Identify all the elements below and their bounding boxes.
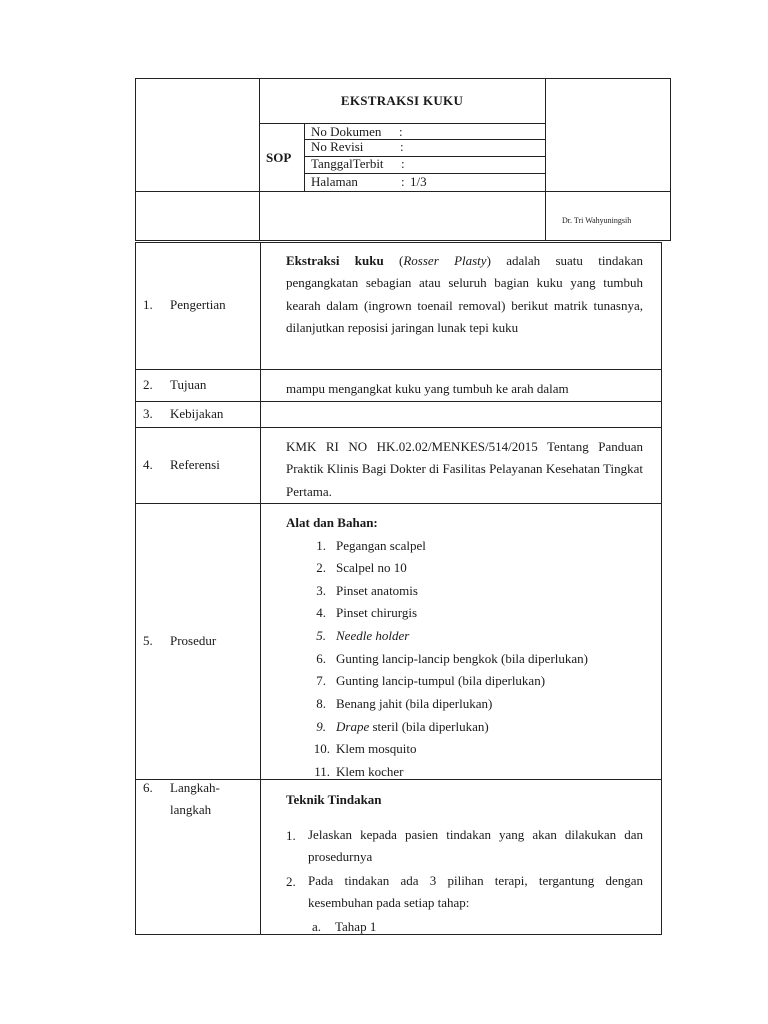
meta-sep: : [401,156,405,171]
list-text: Scalpel no 10 [336,560,407,575]
list-text: Klem mosquito [336,741,417,756]
meta-sep: : [400,139,404,154]
row-label: Tujuan [170,377,207,392]
list-number: 2. [316,560,326,575]
row-number: 5. [143,633,153,648]
list-number: 9. [316,719,326,734]
meta-label: Halaman [311,174,358,189]
list-text: Pinset anatomis [336,583,418,598]
step-text: Pada tindakan ada 3 pilihan terapi, tergantung dengan kesembuhan pada setiap tahap: [308,873,643,911]
list-number: 1. [316,538,326,553]
list-number: 7. [316,673,326,688]
sub-step-letter: a. [312,919,322,934]
list-text-italic: Drape [336,719,370,734]
definition-term: Rosser Plasty [403,253,487,268]
list-text: Pegangan scalpel [336,538,426,553]
document-title: EKSTRAKSI KUKU [340,93,464,108]
list-number: 10. [313,741,330,756]
technique-heading: Teknik Tindakan [286,792,382,807]
list-text: Benang jahit (bila diperlukan) [336,696,493,711]
list-text: Klem kocher [336,764,404,779]
row-number: 2. [143,377,153,392]
definition-body: ) adalah suatu tindakan pengangkatan sebagian atau seluruh bagian kuku yang tumbuh kearah dalam (ingrown toenail removal) berikut matrik tunasnya, dilanjutkan reposisi jaringan lunak tepi kuku [286,253,643,336]
list-number: 6. [316,651,326,666]
row-number: 1. [143,297,153,312]
list-text: Gunting lancip-tumpul (bila diperlukan) [336,673,546,688]
list-text: Pinset chirurgis [336,605,418,620]
sop-label: SOP [266,150,292,165]
definition-open-paren: ( [383,253,404,268]
meta-sep: : [401,174,405,189]
step-number: 2. [286,874,296,889]
row-label-line2: langkah [170,802,212,817]
row-label: Referensi [170,457,220,472]
step-number: 1. [286,828,296,843]
meta-sep: : [399,124,403,139]
row-label: Kebijakan [170,406,224,421]
row-label: Prosedur [170,633,217,648]
sub-step-text: Tahap 1 [335,919,377,934]
row-number: 4. [143,457,153,472]
list-text-rest: steril (bila diperlukan) [369,719,489,734]
reference-paragraph: KMK RI NO HK.02.02/MENKES/514/2015 Tentang Panduan Praktik Klinis Bagi Dokter di Fasilitas Pelayanan Kesehatan Tingkat Pertama. [286,439,643,499]
meta-label: No Revisi [311,139,364,154]
list-number: 8. [316,696,326,711]
definition-lead: Ekstraksi kuku [286,253,384,268]
list-text: Gunting lancip-lancip bengkok (bila diperlukan) [336,651,588,666]
row-label-line1: Langkah- [170,780,220,795]
signatory-name: Dr. Tri Wahyuningsih [562,216,632,225]
row-label: Pengertian [170,297,226,312]
list-number: 5. [316,628,326,643]
purpose-text: mampu mengangkat kuku yang tumbuh ke arah dalam [286,381,569,396]
meta-value: 1/3 [410,174,427,189]
row-number: 6. [143,780,153,795]
row-number: 3. [143,406,153,421]
list-text: Needle holder [336,628,410,643]
tools-heading: Alat dan Bahan: [286,515,378,530]
list-text [336,719,489,735]
meta-label: TanggalTerbit [311,156,384,171]
list-number: 4. [316,605,326,620]
list-number: 11. [314,764,330,779]
meta-label: No Dokumen [311,124,382,139]
list-number: 3. [316,583,326,598]
definition-paragraph [286,250,643,340]
step-text: Jelaskan kepada pasien tindakan yang akan dilakukan dan prosedurnya [308,827,643,865]
